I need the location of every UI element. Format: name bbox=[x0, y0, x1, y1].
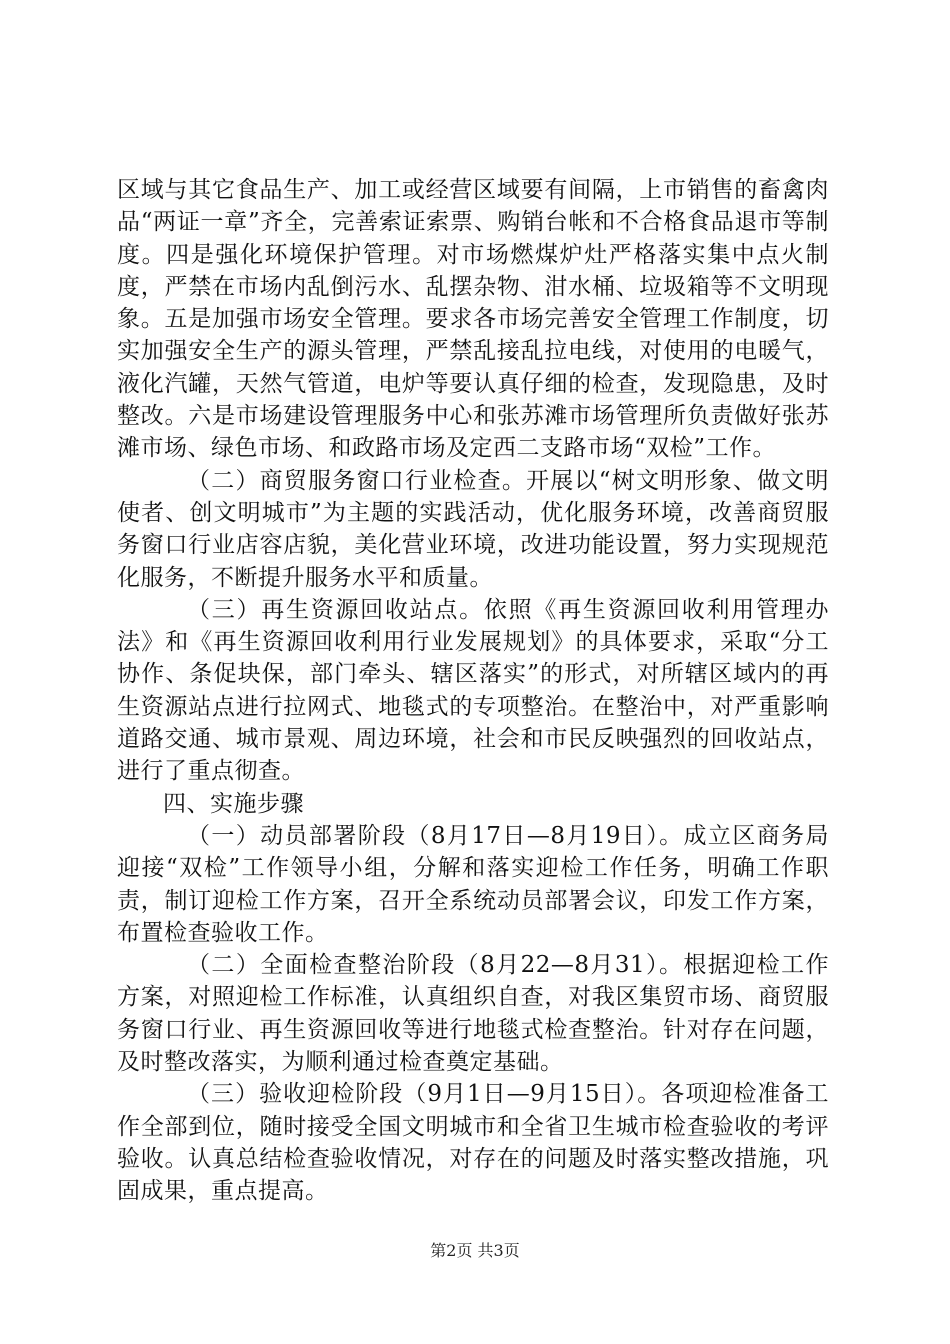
paragraph-acceptance-stage: （三）验收迎检阶段（9月1日—9月15日）。各项迎检准备工作全部到位，随时接受全国文明城市和全省卫生城市检查验收的考评验收。认真总结检查验收情况，对存在的问题及时落实整改措施，巩固成果，重点提高。 bbox=[117, 1081, 829, 1205]
section-heading-implementation-steps: 四、实施步骤 bbox=[163, 790, 304, 817]
paragraph-mobilization-stage: （一）动员部署阶段（8月17日—8月19日）。成立区商务局迎接“双检”工作领导小组，分解和落实迎检工作任务，明确工作职责，制订迎检工作方案，召开全系统动员部署会议，印发工作方案，布置检查验收工作。 bbox=[117, 822, 829, 946]
paragraph-recycling-stations: （三）再生资源回收站点。依照《再生资源回收利用管理办法》和《再生资源回收利用行业发展规划》的具体要求，采取“分工协作、条促块保，部门牵头、辖区落实”的形式，对所辖区域内的再生资源站点进行拉网式、地毯式的专项整治。在整治中，对严重影响道路交通、城市景观、周边环境，社会和市民反映强烈的回收站点，进行了重点彻查。 bbox=[117, 596, 829, 785]
paragraph-window-industry-inspection: （二）商贸服务窗口行业检查。开展以“树文明形象、做文明使者、创文明城市”为主题的实践活动，优化服务环境，改善商贸服务窗口行业店容店貌，美化营业环境，改进功能设置，努力实现规范化服务，不断提升服务水平和质量。 bbox=[117, 467, 829, 591]
paragraph-inspection-rectification-stage: （二）全面检查整治阶段（8月22—8月31）。根据迎检工作方案，对照迎检工作标准，认真组织自查，对我区集贸市场、商贸服务窗口行业、再生资源回收等进行地毯式检查整治。针对存在问题，及时整改落实，为顺利通过检查奠定基础。 bbox=[117, 952, 829, 1076]
paragraph-market-management: 区域与其它食品生产、加工或经营区域要有间隔，上市销售的畜禽肉品“两证一章”齐全，完善索证索票、购销台帐和不合格食品退市等制度。四是强化环境保护管理。对市场燃煤炉灶严格落实集中点火制度，严禁在市场内乱倒污水、乱摆杂物、泔水桶、垃圾箱等不文明现象。五是加强市场安全管理。要求各市场完善安全管理工作制度，切实加强安全生产的源头管理，严禁乱接乱拉电线，对使用的电暖气，液化汽罐，天然气管道，电炉等要认真仔细的检查，发现隐患，及时整改。六是市场建设管理服务中心和张苏滩市场管理所负责做好张苏滩市场、绿色市场、和政路市场及定西二支路市场“双检”工作。 bbox=[117, 177, 829, 462]
document-body bbox=[117, 174, 829, 1208]
page-number-footer: 第2页 共3页 bbox=[430, 1241, 520, 1260]
